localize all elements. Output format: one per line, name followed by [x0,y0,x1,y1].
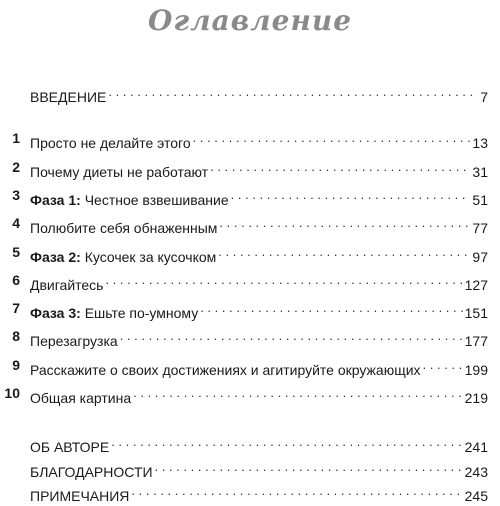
entry-label: Просто не делайте этого [30,135,191,151]
chapter-number: 5 [12,244,20,260]
page-number: 51 [472,192,488,208]
chapter-number: 7 [12,300,20,316]
page-number: 127 [464,277,488,293]
toc-entry-chapter-6[interactable] [0,270,500,293]
page-number: 77 [472,220,488,236]
dot-leader [131,481,462,501]
chapter-number: 1 [12,130,20,146]
chapter-number: 4 [12,215,20,231]
entry-label: Перезагрузка [30,333,118,349]
chapter-number: 2 [12,159,20,175]
entry-label: ПРИМЕЧАНИЯ [30,488,130,504]
toc-entry-chapter-4[interactable] [0,213,500,236]
chapter-number: 8 [12,328,20,344]
page-number: 199 [464,362,488,378]
entry-label: БЛАГОДАРНОСТИ [30,464,153,480]
page-number: 219 [464,390,488,406]
chapter-number: 6 [12,272,20,288]
dot-leader [218,242,470,262]
entry-label: Почему диеты не работают [30,164,209,180]
page-number: 7 [480,89,488,105]
toc-entry-chapter-3[interactable] [0,185,500,208]
page-number: 243 [464,464,488,480]
entry-label: Фаза 1: Честное взвешивание [30,192,229,208]
dot-leader [219,213,470,233]
toc-entry-notes[interactable] [0,481,500,504]
entry-label: Расскажите о своих достижениях и агитируйте окружающих [30,362,421,378]
entry-label: Двигайтесь [30,277,104,293]
toc-entry-introduction[interactable] [0,82,500,105]
toc-entry-about-author[interactable] [0,432,500,455]
dot-leader [108,82,478,102]
dot-leader [120,326,463,346]
entry-label: Фаза 3: Ешьте по-умному [30,305,199,321]
entry-label: Полюбите себя обнаженным [30,220,218,236]
dot-leader [200,298,462,318]
toc-entry-chapter-1[interactable] [0,128,500,151]
dot-leader [111,432,462,452]
dot-leader [155,457,463,477]
dot-leader [423,355,463,375]
entry-label: ВВЕДЕНИЕ [30,89,107,105]
page-number: 13 [472,135,488,151]
dot-leader [231,185,471,205]
dot-leader [210,157,470,177]
toc-entry-chapter-2[interactable] [0,157,500,180]
toc-entry-chapter-9[interactable] [0,355,500,378]
page-number: 245 [464,488,488,504]
entry-label: Общая картина [30,390,132,406]
dot-leader [193,128,471,148]
chapter-number: 9 [12,357,20,373]
dot-leader [133,383,463,403]
entry-label: ОБ АВТОРЕ [30,439,110,455]
toc-entry-chapter-10[interactable] [0,383,500,406]
chapter-number: 10 [4,385,20,401]
toc-title: Оглавление [147,4,353,37]
toc-entry-chapter-7[interactable] [0,298,500,321]
entry-label: Фаза 2: Кусочек за кусочком [30,249,217,265]
toc-entry-chapter-8[interactable] [0,326,500,349]
page-number: 241 [464,439,488,455]
toc-entry-acknowledgements[interactable] [0,457,500,480]
page-number: 97 [472,249,488,265]
page-number: 177 [464,333,488,349]
dot-leader [105,270,462,290]
page-number: 151 [464,305,488,321]
chapter-number: 3 [12,187,20,203]
page-number: 31 [472,164,488,180]
toc-entry-chapter-5[interactable] [0,242,500,265]
